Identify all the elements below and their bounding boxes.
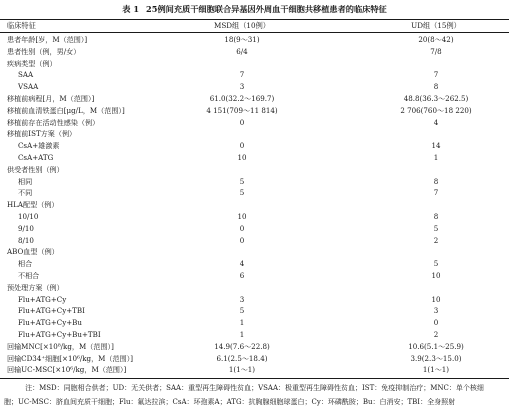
row-label: 不同 (18, 188, 33, 198)
ud-value: 2 (433, 329, 439, 339)
row-label: HLA配型（例） (7, 200, 59, 210)
ud-value: 4 (433, 117, 439, 127)
table-row (0, 176, 509, 188)
table-row (0, 294, 509, 306)
table-row (0, 353, 509, 365)
msd-value: 0 (239, 235, 245, 245)
table-row (0, 105, 509, 117)
row-label: 8/10 (18, 235, 34, 245)
row-label: SAA (18, 70, 34, 80)
table-row (0, 282, 509, 294)
row-label: 患者性别（例，男/女） (7, 46, 81, 56)
msd-value: 6.1(2.5～18.4) (216, 353, 268, 363)
ud-value: 10 (431, 294, 441, 304)
ud-value: 7 (433, 70, 439, 80)
ud-value: 3.9(2.3～15.0) (410, 353, 462, 363)
row-label: 9/10 (18, 223, 34, 233)
msd-value: 18(9～31) (224, 35, 260, 44)
table-row (0, 317, 509, 329)
row-label: CsA+ATG (18, 152, 54, 162)
header-ud: UD组（15例） (411, 21, 461, 30)
header-msd: MSD组（10例） (214, 21, 270, 30)
table-row (0, 164, 509, 176)
table-note-line-1: 注：MSD：同胞相合供者；UD：无关供者；SAA：重型再生障碍性贫血；VSAA：极重型再生障碍性贫血；IST：免疫抑制治疗；MNC：单个核细 (25, 384, 484, 392)
ud-value: 5 (433, 259, 439, 269)
ud-value: 8 (433, 211, 439, 221)
ud-value: 7 (433, 188, 439, 198)
row-label: 预处理方案（例） (7, 282, 64, 292)
msd-value: 5 (239, 176, 245, 186)
ud-value: 48.8(36.3～262.5) (403, 93, 469, 103)
row-label: 供受者性别（例） (7, 164, 64, 174)
row-label: VSAA (18, 82, 39, 92)
row-label: 回输UC-MSC[×10⁶/kg，M（范围）] (7, 365, 127, 375)
row-label: 移植前血清铁蛋白[μg/L，M（范围）] (7, 105, 125, 115)
row-label: 回输CD34⁺细胞[×10⁶/kg，M（范围）] (7, 353, 134, 363)
ud-value: 7/8 (430, 46, 442, 56)
msd-value: 1 (239, 329, 245, 339)
ud-value: 5 (433, 223, 439, 233)
table-row (0, 246, 509, 258)
msd-value: 6 (239, 270, 245, 280)
msd-value: 1 (239, 318, 245, 328)
table-row (0, 223, 509, 235)
table-row (0, 305, 509, 317)
table-row (0, 152, 509, 164)
msd-value: 0 (239, 141, 245, 151)
msd-value: 10 (237, 211, 247, 221)
row-label: Flu+ATG+Cy (18, 294, 67, 304)
table-row (0, 341, 509, 353)
row-label: CsA+雄激素 (18, 141, 60, 151)
msd-value: 0 (239, 223, 245, 233)
row-label: Flu+ATG+Cy+Bu (18, 318, 82, 328)
msd-value: 7 (239, 70, 245, 80)
row-label: 相同 (18, 176, 33, 186)
ud-value: 8 (433, 176, 439, 186)
ud-value: 0 (433, 318, 439, 328)
ud-value: 3 (433, 306, 439, 316)
ud-value: 2 706(760～18 220) (400, 105, 472, 115)
ud-value: 2 (433, 235, 439, 245)
msd-value: 1(1～1) (228, 365, 256, 375)
row-label: 回输MNC[×10⁸/kg，M（范围）] (7, 341, 114, 351)
ud-value: 10.6(5.1～25.9) (408, 341, 464, 351)
msd-value: 10 (237, 152, 247, 162)
top-rule (0, 19, 509, 20)
msd-value: 3 (239, 294, 245, 304)
ud-value: 1 (433, 152, 439, 162)
table-title: 25例间充质干细胞联合异基因外周血干细胞共移植患者的临床特征 (146, 4, 387, 14)
table-row (0, 128, 509, 140)
msd-value: 0 (239, 117, 245, 127)
row-label: Flu+ATG+Cy+TBI (18, 306, 85, 316)
row-label: 移植前存在活动性感染（例） (7, 117, 100, 127)
ud-value: 20(8～42) (418, 35, 454, 44)
table-row (0, 211, 509, 223)
header-feature: 临床特征 (7, 21, 36, 30)
table-row (0, 187, 509, 199)
msd-value: 4 151(709～11 814) (206, 105, 278, 115)
table-note-line-2: 胞；UC-MSC：脐血间充质干细胞；Flu：氟达拉滨；CsA：环孢素A；ATG：抗胸腺细胞球蛋白；Cy：环磷酰胺；Bu：白消安；TBI：全身照射 (4, 398, 456, 406)
table-row (0, 69, 509, 81)
table-row (0, 258, 509, 270)
table-row (0, 199, 509, 211)
msd-value: 61.0(32.2～169.7) (209, 93, 275, 103)
row-label: 疾病类型（例） (7, 58, 57, 68)
table-row (0, 117, 509, 129)
ud-value: 1(1～1) (422, 365, 450, 375)
ud-value: 14 (431, 141, 441, 151)
msd-value: 3 (239, 82, 245, 92)
msd-value: 6/4 (236, 46, 248, 56)
table-row (0, 93, 509, 105)
table-row (0, 235, 509, 247)
table-caption (0, 4, 509, 15)
table-row (0, 329, 509, 341)
row-label: 患者年龄[岁，M（范围）] (7, 35, 88, 44)
table-row (0, 46, 509, 58)
table-row (0, 34, 509, 46)
table-body (0, 34, 509, 376)
row-label: 移植前IST方案（例） (7, 129, 77, 139)
table-number: 表 1 (122, 4, 140, 14)
table-row (0, 364, 509, 376)
row-label: 相合 (18, 259, 33, 269)
table-row (0, 270, 509, 282)
row-label: 不相合 (18, 270, 40, 280)
row-label: 10/10 (18, 211, 39, 221)
row-label: ABO血型（例） (7, 247, 59, 257)
msd-value: 5 (239, 188, 245, 198)
ud-value: 10 (431, 270, 441, 280)
table-row (0, 58, 509, 70)
row-label: 移植前病程[月，M（范围）] (7, 93, 95, 103)
msd-value: 4 (239, 259, 245, 269)
bottom-rule (0, 378, 509, 379)
msd-value: 14.9(7.6～22.8) (214, 341, 270, 351)
table-row (0, 81, 509, 93)
header-rule (0, 32, 509, 33)
table-row (0, 140, 509, 152)
row-label: Flu+ATG+Cy+Bu+TBI (18, 329, 101, 339)
msd-value: 5 (239, 306, 245, 316)
ud-value: 8 (433, 82, 439, 92)
